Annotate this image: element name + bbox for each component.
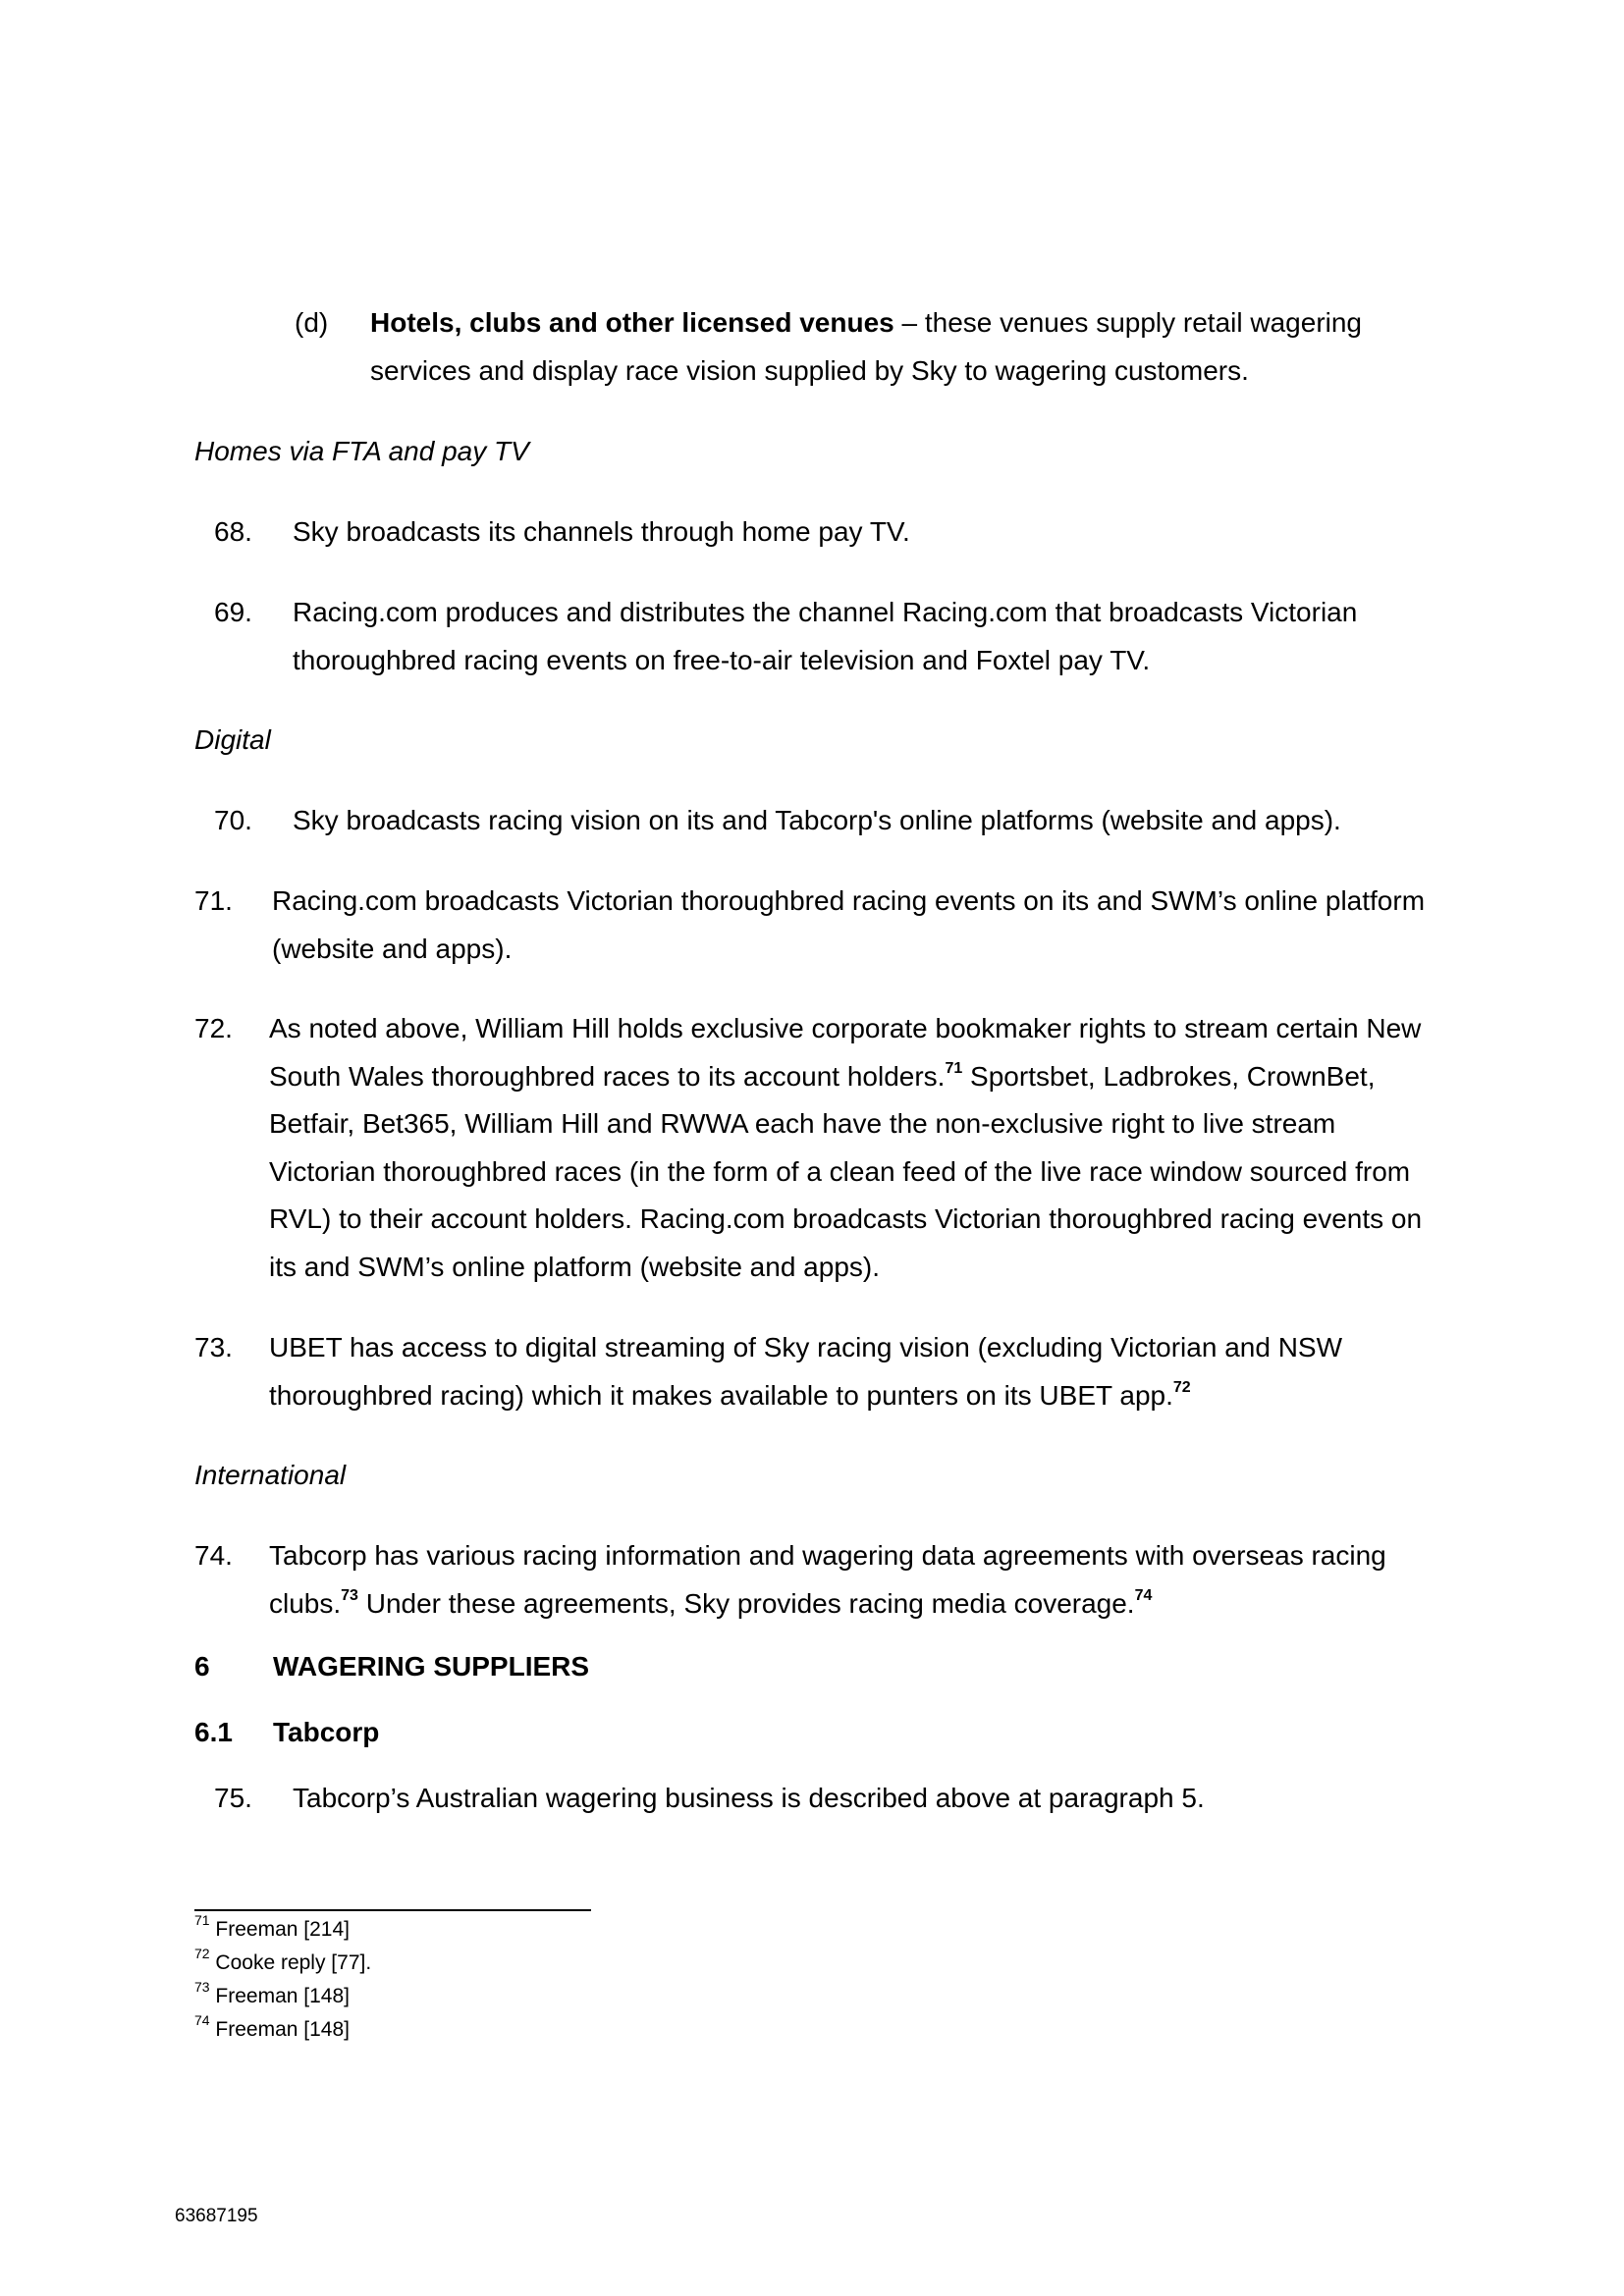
- para-74-line-2a: clubs.: [269, 1587, 342, 1619]
- para-75: Tabcorp’s Australian wagering business is described above at paragraph 5.: [293, 1783, 1205, 1813]
- section-6-1-number: 6.1: [194, 1717, 233, 1747]
- subheading-digital: Digital: [194, 724, 271, 755]
- footnote-text: Freeman [148]: [215, 1985, 350, 2007]
- para-73-number: 73.: [194, 1332, 233, 1362]
- para-71-line-1: Racing.com broadcasts Victorian thoroughbred racing events on its and SWM’s online platform: [272, 885, 1426, 916]
- item-d-text-1: – these venues supply retail wagering: [893, 307, 1363, 338]
- para-74: [269, 1532, 1386, 1628]
- para-69: [293, 589, 1357, 684]
- para-69-number: 69.: [214, 597, 252, 627]
- para-70-number: 70.: [214, 805, 252, 835]
- footnote-ref-73[interactable]: 73: [341, 1587, 358, 1605]
- footnote-text: Freeman [214]: [215, 1918, 350, 1941]
- item-d-body: [370, 299, 1362, 395]
- footnote-74: [194, 2013, 350, 2047]
- subheading-homes: Homes via FTA and pay TV: [194, 436, 529, 466]
- para-72-line-4: Victorian thoroughbred races (in the form of a clean feed of the live race window sourced from: [269, 1155, 1411, 1187]
- item-d-heading: Hotels, clubs and other licensed venues: [370, 307, 894, 338]
- subheading-international: International: [194, 1460, 347, 1490]
- footnote-72: [194, 1947, 371, 1980]
- para-71: [272, 878, 1425, 973]
- footnote-text: Freeman [148]: [215, 2018, 350, 2041]
- item-d-label: (d): [295, 307, 329, 338]
- para-72-line-6: its and SWM’s online platform (website and apps).: [269, 1251, 880, 1282]
- para-73-line-1: UBET has access to digital streaming of Sky racing vision (excluding Victorian and NSW: [269, 1332, 1343, 1362]
- section-6-1-title: Tabcorp: [273, 1717, 380, 1747]
- footnote-mark: 73: [194, 1979, 210, 1995]
- section-6-title: WAGERING SUPPLIERS: [273, 1651, 590, 1682]
- para-74-line-2b: Under these agreements, Sky provides racing media coverage.: [357, 1587, 1135, 1619]
- para-74-line-1: Tabcorp has various racing information and wagering data agreements with overseas racing: [269, 1540, 1386, 1571]
- para-72-line-2a: South Wales thoroughbred races to its account holders.: [269, 1060, 946, 1092]
- para-72-line-1: As noted above, William Hill holds exclusive corporate bookmaker rights to stream certain New: [269, 1013, 1422, 1043]
- item-d-text-2: services and display race vision supplied by Sky to wagering customers.: [370, 354, 1249, 386]
- para-69-line-2: thoroughbred racing events on free-to-air television and Foxtel pay TV.: [293, 644, 1151, 675]
- para-73-line-2: thoroughbred racing) which it makes available to punters on its UBET app.: [269, 1379, 1173, 1411]
- footnote-mark: 74: [194, 2012, 210, 2028]
- document-id: 63687195: [175, 2206, 258, 2226]
- para-73: [269, 1324, 1342, 1419]
- footnote-ref-74[interactable]: 74: [1134, 1587, 1153, 1605]
- para-68: Sky broadcasts its channels through home pay TV.: [293, 516, 910, 547]
- footnote-ref-71[interactable]: 71: [945, 1060, 963, 1078]
- para-68-number: 68.: [214, 516, 252, 547]
- para-74-number: 74.: [194, 1540, 233, 1571]
- footnote-mark: 71: [194, 1912, 210, 1928]
- para-72-line-2b: Sportsbet, Ladbrokes, CrownBet,: [962, 1060, 1376, 1092]
- footnote-73: [194, 1980, 350, 2013]
- footnote-71: [194, 1913, 350, 1947]
- para-71-line-2: (website and apps).: [272, 933, 513, 964]
- para-71-number: 71.: [194, 885, 233, 916]
- para-75-number: 75.: [214, 1783, 252, 1813]
- para-72-line-3: Betfair, Bet365, William Hill and RWWA each have the non-exclusive right to live stream: [269, 1108, 1336, 1139]
- footnote-mark: 72: [194, 1946, 210, 1961]
- footnote-ref-72[interactable]: 72: [1172, 1379, 1191, 1397]
- para-72: [269, 1005, 1422, 1291]
- section-6-number: 6: [194, 1651, 210, 1682]
- para-72-line-5: RVL) to their account holders. Racing.com broadcasts Victorian thoroughbred racing events on: [269, 1203, 1423, 1234]
- footnote-text: Cooke reply [77].: [215, 1951, 372, 1974]
- footnote-separator: [194, 1909, 591, 1911]
- para-69-line-1: Racing.com produces and distributes the channel Racing.com that broadcasts Victorian: [293, 597, 1358, 627]
- para-72-number: 72.: [194, 1013, 233, 1043]
- para-70: Sky broadcasts racing vision on its and Tabcorp's online platforms (website and apps).: [293, 805, 1341, 835]
